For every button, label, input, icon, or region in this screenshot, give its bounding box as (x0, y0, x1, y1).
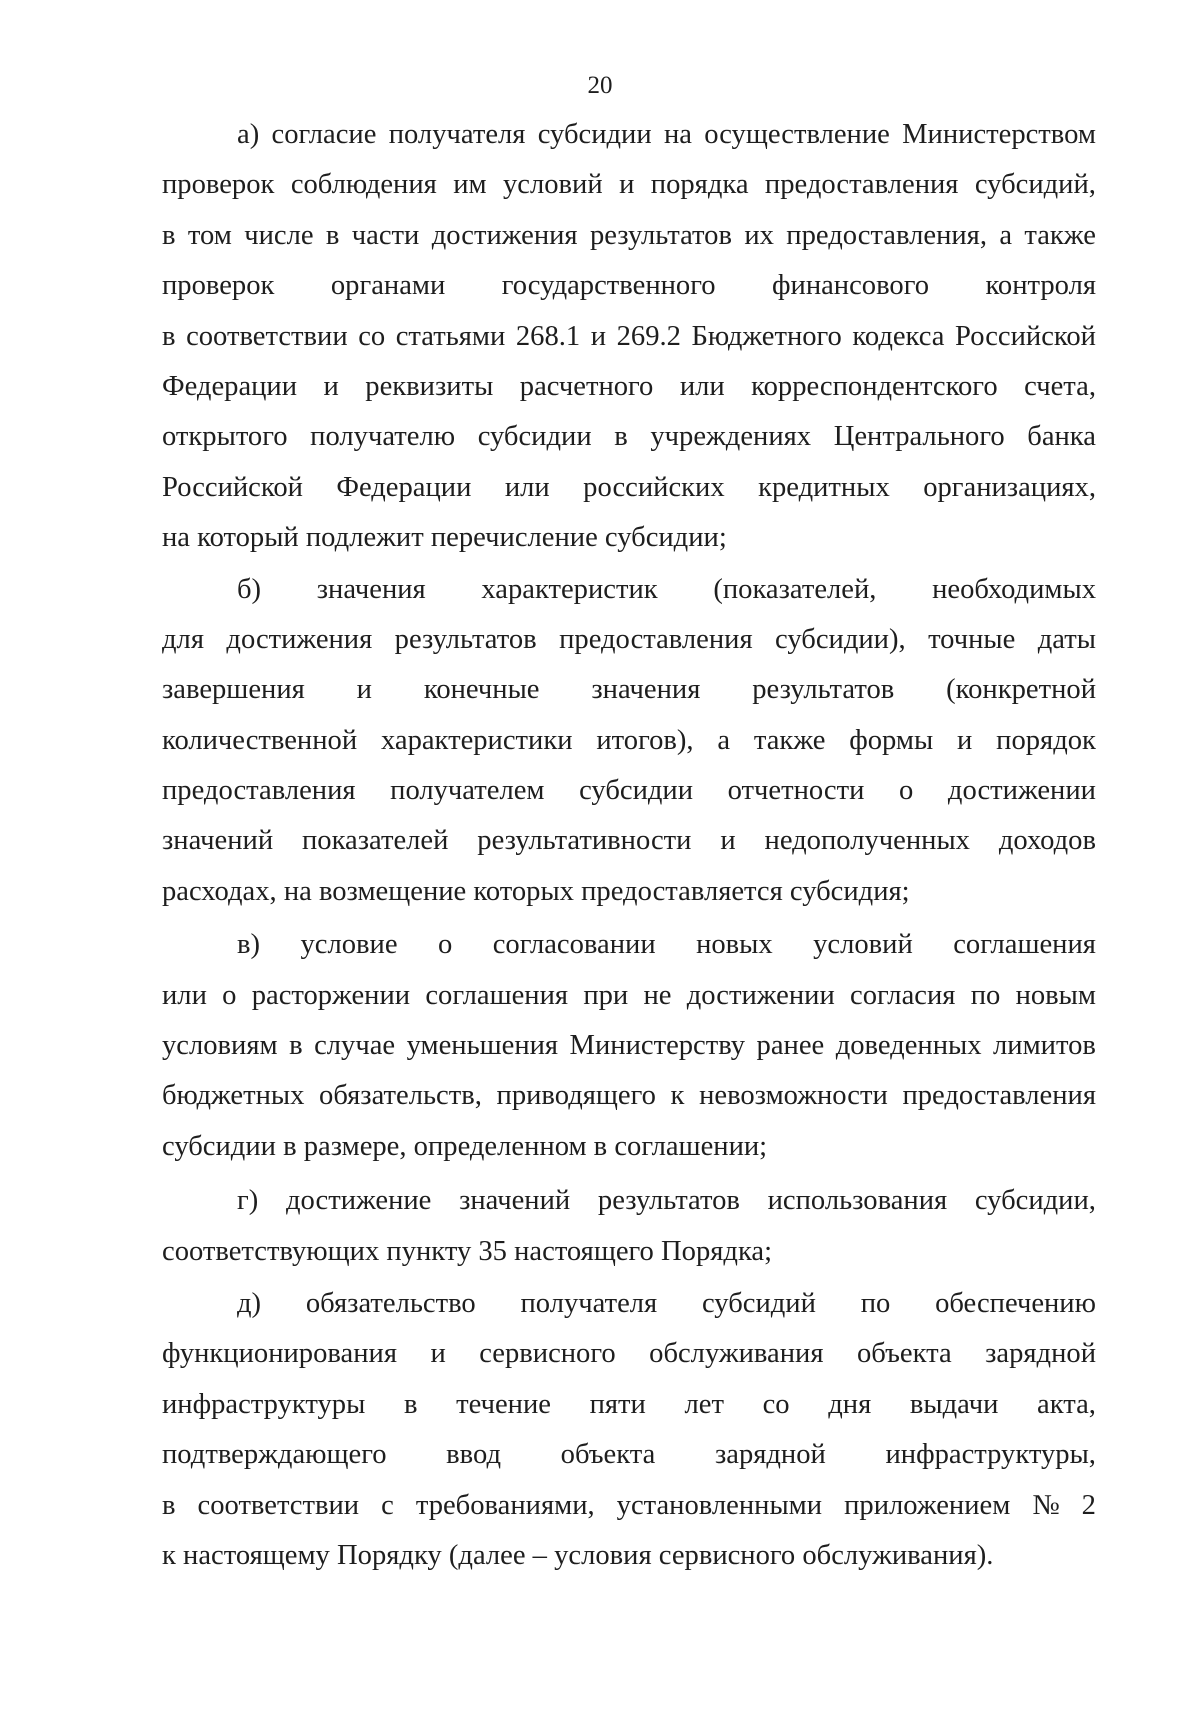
word: расчетного (519, 370, 654, 402)
text-line (162, 160, 1096, 210)
word: акта, (1037, 1388, 1096, 1420)
word: новым (1015, 979, 1096, 1011)
word: согласия (850, 979, 956, 1011)
text-line (162, 211, 1096, 261)
word: характеристик (481, 573, 658, 605)
word: результатов (589, 219, 732, 251)
word: в) (237, 929, 261, 961)
word: результатов (394, 623, 537, 655)
word: лимитов (993, 1030, 1096, 1062)
word: финансового (771, 270, 930, 302)
word: субсидии (579, 775, 694, 807)
word: приложением (844, 1489, 1011, 1521)
word: государственного (501, 270, 716, 302)
text-line (162, 412, 1096, 462)
word: получателя (520, 1287, 658, 1319)
word: согласие (271, 119, 377, 150)
word: инфраструктуры, (885, 1439, 1096, 1471)
word: в (325, 219, 340, 251)
word: соответствии (197, 1489, 360, 1521)
text-line: расходах, на возмещение которых предоставляется субсидия; (162, 875, 910, 907)
word: кредитных (758, 471, 890, 503)
word: корреспондентского (751, 370, 998, 402)
paragraph-d (162, 1279, 1096, 1581)
text-line (162, 615, 1096, 665)
text-line (162, 1071, 1096, 1121)
word: в (162, 320, 176, 352)
word: установленными (616, 1489, 823, 1521)
word: выдачи (909, 1388, 999, 1420)
text-line: субсидии в размере, определенном в соглашении; (162, 1130, 768, 1162)
word: а (717, 724, 731, 756)
word: объекта (856, 1338, 952, 1370)
word: случае (314, 1030, 396, 1062)
word: условий (503, 169, 603, 201)
word: а) (237, 119, 260, 150)
word: и (430, 1338, 446, 1370)
text-line (162, 816, 1096, 866)
word: предоставления (764, 169, 959, 201)
word: в (162, 219, 176, 251)
word: субсидии (477, 421, 592, 453)
word: Российской (162, 471, 303, 503)
word: подтверждающего (162, 1439, 387, 1471)
word: результатов (597, 1185, 740, 1217)
word: функционирования (162, 1338, 397, 1370)
text-line (162, 362, 1096, 412)
text-line (162, 110, 1096, 160)
word: статьями (395, 320, 506, 352)
word: (показателей, (713, 573, 877, 605)
word: российских (583, 471, 725, 503)
word: и (619, 169, 635, 201)
word: зарядной (714, 1439, 826, 1471)
text-line (162, 1176, 1096, 1226)
word: показателей (301, 825, 449, 857)
word: достижении (686, 979, 835, 1011)
word: доходов (998, 825, 1096, 857)
word: также (753, 724, 826, 756)
word: невозможности (699, 1080, 888, 1112)
paragraph-a (162, 110, 1096, 564)
word: со (762, 1388, 790, 1420)
word: о (222, 979, 237, 1011)
word: получателю (310, 421, 456, 453)
word: новых (696, 929, 773, 961)
word: с (381, 1489, 394, 1521)
text-line (162, 665, 1096, 715)
text-line (162, 312, 1096, 362)
word: достижения (431, 219, 578, 251)
word: значений (162, 825, 274, 857)
word: субсидии, (974, 1185, 1096, 1217)
text-line: к настоящему Порядку (далее – условия сервисного обслуживания). (162, 1539, 994, 1571)
word: порядок (996, 724, 1096, 756)
word: Центрального (833, 421, 1005, 453)
paragraph-b (162, 565, 1096, 918)
word: части (351, 219, 420, 251)
word: достижения (226, 623, 373, 655)
word: результативности (477, 825, 692, 857)
word: приводящего (496, 1080, 656, 1112)
word: получателем (390, 775, 545, 807)
text-line (162, 766, 1096, 816)
word: обеспечению (935, 1287, 1096, 1319)
word: Российской (955, 320, 1096, 352)
word: со (358, 320, 386, 352)
word: согласовании (492, 929, 656, 961)
word: им (453, 169, 487, 201)
paragraph-g (162, 1176, 1096, 1277)
word: даты (1037, 623, 1096, 655)
word: обязательство (305, 1287, 476, 1319)
word: значения (316, 573, 426, 605)
paragraph-v (162, 920, 1096, 1172)
word: проверок (162, 270, 275, 302)
word: порядка (650, 169, 749, 201)
word: условий (813, 929, 913, 961)
text-line: соответствующих пункту 35 настоящего Порядка; (162, 1235, 773, 1267)
word: их (744, 219, 774, 251)
text-line (162, 1329, 1096, 1379)
word: значений (459, 1185, 571, 1217)
word: в (162, 1489, 176, 1521)
word: при (583, 979, 629, 1011)
word: лет (684, 1388, 724, 1420)
word: бюджетных (162, 1080, 305, 1112)
word: соответствии (186, 320, 348, 352)
text-line (162, 565, 1096, 615)
word: достижении (947, 775, 1096, 807)
word: завершения (162, 674, 305, 706)
word: субсидии), (775, 623, 906, 655)
word: д) (237, 1287, 262, 1319)
word: значения (591, 674, 701, 706)
word: сервисного (479, 1338, 616, 1370)
word: 268.1 (515, 320, 581, 352)
word: и (957, 724, 973, 756)
word: счета, (1024, 370, 1096, 402)
word: № (1032, 1489, 1060, 1521)
word: в (289, 1030, 303, 1062)
word: обслуживания (649, 1338, 824, 1370)
word: для (162, 623, 204, 655)
word: о (899, 775, 914, 807)
word: предоставления, (786, 219, 987, 251)
word: также (1024, 219, 1096, 251)
word: соглашения (953, 929, 1096, 961)
page-number: 20 (587, 72, 613, 99)
word: соблюдения (290, 169, 437, 201)
word: недополученных (764, 825, 970, 857)
word: количественной (162, 724, 358, 756)
word: осуществление (704, 119, 890, 150)
word: необходимых (932, 573, 1096, 605)
text-line (162, 1380, 1096, 1430)
word: условиям (162, 1030, 278, 1062)
word: банка (1027, 421, 1096, 453)
word: и (720, 825, 736, 857)
text-line (162, 920, 1096, 970)
word: субсидий, (974, 169, 1096, 201)
word: том (187, 219, 232, 251)
word: а (999, 219, 1013, 251)
word: расторжении (251, 979, 411, 1011)
word: результатов (752, 674, 895, 706)
word: к (670, 1080, 685, 1112)
word: отчетности (727, 775, 865, 807)
word: о (437, 929, 453, 961)
word: Федерации (336, 471, 472, 503)
text-line (162, 1279, 1096, 1329)
word: 2 (1081, 1489, 1096, 1521)
word: достижение (285, 1185, 432, 1217)
word: зарядной (985, 1338, 1096, 1370)
word: течение (456, 1388, 551, 1420)
word: открытого (162, 421, 288, 453)
word: и (323, 370, 339, 402)
word: объекта (560, 1439, 656, 1471)
word: учреждениях (650, 421, 812, 453)
word: получателя (388, 119, 526, 150)
word: или (679, 370, 725, 402)
text-line (162, 1481, 1096, 1531)
word: Министерством (902, 119, 1096, 150)
word: условие (300, 929, 398, 961)
word: на (663, 119, 692, 150)
word: дня (828, 1388, 872, 1420)
word: ввод (446, 1439, 501, 1471)
text-line (162, 1430, 1096, 1480)
word: ранее (756, 1030, 825, 1062)
word: б) (237, 573, 262, 605)
word: или (162, 979, 207, 1011)
word: формы (849, 724, 934, 756)
word: характеристики (380, 724, 573, 756)
word: предоставления (162, 775, 356, 807)
text-line (162, 261, 1096, 311)
word: итогов), (596, 724, 694, 756)
word: в (614, 421, 628, 453)
word: предоставления (902, 1080, 1096, 1112)
word: г) (237, 1185, 259, 1217)
word: инфраструктуры (162, 1388, 366, 1420)
word: доведенных (835, 1030, 982, 1062)
word: в (403, 1388, 418, 1420)
word: по (860, 1287, 891, 1319)
word: кодекса (852, 320, 945, 352)
word: организациях, (923, 471, 1096, 503)
word: использования (767, 1185, 948, 1217)
word: Бюджетного (691, 320, 842, 352)
word: и (590, 320, 607, 352)
word: реквизиты (365, 370, 494, 402)
word: обязательств, (319, 1080, 482, 1112)
word: органами (330, 270, 446, 302)
word: Федерации (162, 370, 298, 402)
text-line (162, 1021, 1096, 1071)
word: предоставления (559, 623, 753, 655)
word: по (970, 979, 1001, 1011)
word: соглашения (425, 979, 569, 1011)
word: (конкретной (946, 674, 1096, 706)
word: контроля (985, 270, 1096, 302)
word: не (643, 979, 672, 1011)
word: или (504, 471, 550, 503)
word: субсидий (701, 1287, 816, 1319)
word: пяти (589, 1388, 646, 1420)
text-line (162, 463, 1096, 513)
word: и (356, 674, 372, 706)
word: Министерству (569, 1030, 746, 1062)
word: субсидии (537, 119, 652, 150)
word: точные (928, 623, 1016, 655)
word: проверок (162, 169, 275, 201)
text-line: на который подлежит перечисление субсидии; (162, 522, 727, 554)
document-body (162, 110, 1096, 1581)
text-line (162, 716, 1096, 766)
word: числе (244, 219, 314, 251)
word: 269.2 (616, 320, 681, 352)
word: уменьшения (406, 1030, 559, 1062)
text-line (162, 971, 1096, 1021)
word: требованиями, (415, 1489, 595, 1521)
word: конечные (423, 674, 540, 706)
